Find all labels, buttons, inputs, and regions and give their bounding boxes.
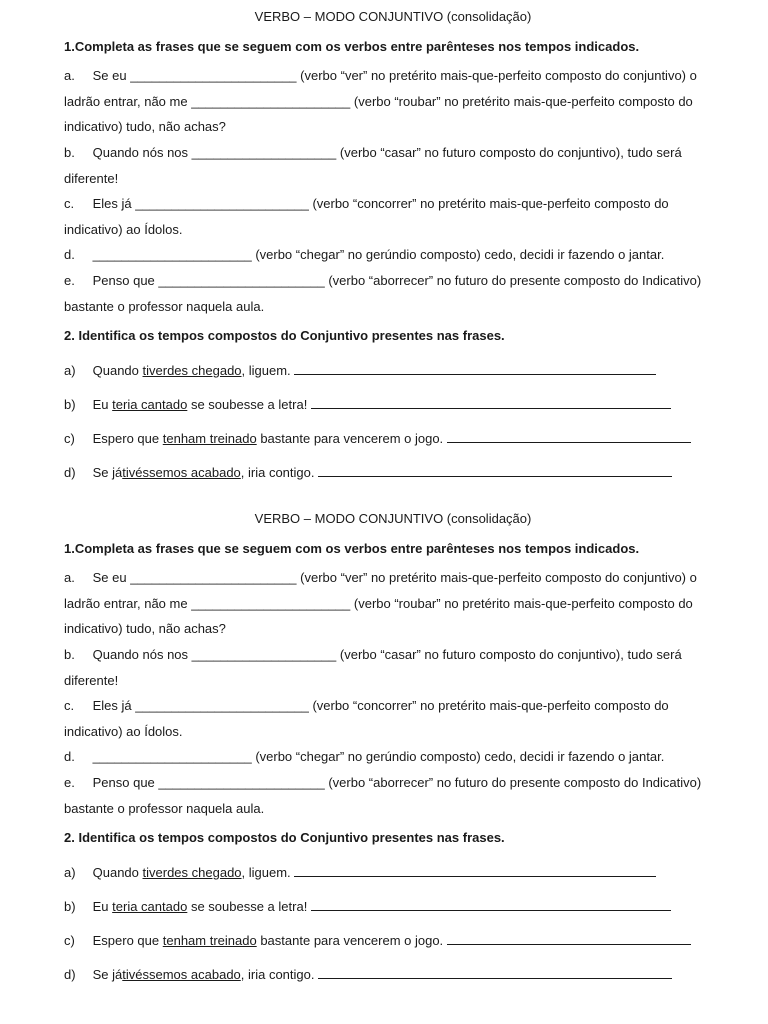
exercise-1-item-c: [64, 191, 724, 242]
item-text: Eles já: [92, 196, 132, 211]
exercise-2-item-b: [64, 898, 744, 916]
item-text: (verbo “roubar” no pretérito mais-que-perfeito composto do indicativo) tudo, não achas?: [64, 595, 693, 637]
item-text: , iria contigo.: [240, 967, 315, 982]
item-text: Espero que: [92, 431, 160, 446]
answer-line: [294, 362, 656, 375]
exercise-1-instruction: 1.Completa as frases que se seguem com os verbos entre parênteses nos tempos indicados.: [64, 541, 640, 556]
exercise-2-item-d: [64, 464, 744, 482]
item-label: b): [64, 397, 76, 412]
item-label: d): [64, 465, 76, 480]
answer-blank: ______________________: [92, 749, 252, 764]
exercise-2-item-d: [64, 966, 744, 984]
item-text: Se já: [92, 465, 123, 480]
item-text: Se eu: [92, 68, 127, 83]
answer-blank: _______________________: [158, 273, 325, 288]
item-text: se soubesse a letra!: [190, 397, 308, 412]
item-label: a): [64, 865, 76, 880]
answer-line: [318, 464, 672, 477]
exercise-2-item-a: [64, 864, 744, 882]
underlined-verb: tiverdes chegado: [142, 865, 242, 880]
item-label: e.: [64, 775, 75, 790]
worksheet-title: VERBO – MODO CONJUNTIVO (consolidação): [254, 511, 532, 526]
item-label: d): [64, 967, 76, 982]
answer-blank: _______________________: [130, 68, 297, 83]
answer-line: [447, 430, 691, 443]
exercise-1-item-e: [64, 770, 724, 821]
item-text: Quando nós nos: [92, 647, 189, 662]
item-label: b.: [64, 647, 75, 662]
exercise-1-item-a: [64, 63, 724, 140]
item-text: (verbo “concorrer” no pretérito mais-que-perfeito composto do indicativo) ao Ídolos.: [64, 698, 669, 739]
item-text: (verbo “casar” no futuro composto do conjuntivo), tudo será diferente!: [64, 647, 682, 688]
item-text: Penso que: [92, 775, 155, 790]
answer-blank: _______________________: [158, 775, 325, 790]
item-text: (verbo “aborrecer” no futuro do presente composto do Indicativo) bastante o professor naquela aula.: [64, 775, 702, 816]
item-text: Espero que: [92, 933, 160, 948]
answer-blank: ______________________: [191, 595, 351, 611]
underlined-verb: teria cantado: [112, 899, 188, 914]
answer-line: [447, 932, 691, 945]
item-label: c.: [64, 196, 75, 211]
item-label: b.: [64, 145, 75, 160]
exercise-2-item-c: [64, 430, 744, 448]
underlined-verb: tenham treinado: [162, 933, 257, 948]
item-label: c): [64, 933, 75, 948]
underlined-verb: tivéssemos acabado: [122, 967, 241, 982]
item-text: Quando nós nos: [92, 145, 189, 160]
item-label: d.: [64, 749, 75, 764]
exercise-2-item-b: [64, 396, 744, 414]
exercise-1-item-b: [64, 642, 724, 693]
exercise-1-instruction: 1.Completa as frases que se seguem com os verbos entre parênteses nos tempos indicados.: [64, 39, 640, 54]
item-text: (verbo “chegar” no gerúndio composto) cedo, decidi ir fazendo o jantar.: [255, 247, 665, 262]
exercise-1-item-b: [64, 140, 724, 191]
item-text: bastante para vencerem o jogo.: [260, 933, 444, 948]
exercise-1-item-d: [64, 744, 724, 770]
item-label: d.: [64, 247, 75, 262]
answer-blank: ____________________: [191, 647, 337, 662]
exercise-2-item-a: [64, 362, 744, 380]
exercise-1-item-a: [64, 565, 724, 642]
answer-line: [318, 966, 672, 979]
item-text: (verbo “ver” no pretérito mais-que-perfeito composto do conjuntivo) o ladrão entrar, não me: [64, 68, 697, 109]
item-label: a): [64, 363, 76, 378]
item-text: (verbo “chegar” no gerúndio composto) cedo, decidi ir fazendo o jantar.: [255, 749, 665, 764]
item-text: Se já: [92, 967, 123, 982]
answer-blank: _______________________: [130, 570, 297, 585]
item-text: Quando: [92, 363, 139, 378]
underlined-verb: teria cantado: [112, 397, 188, 412]
item-label: c.: [64, 698, 75, 713]
worksheet-title: VERBO – MODO CONJUNTIVO (consolidação): [254, 9, 532, 24]
exercise-2-item-c: [64, 932, 744, 950]
item-text: Penso que: [92, 273, 155, 288]
item-text: , liguem.: [241, 865, 291, 880]
item-label: e.: [64, 273, 75, 288]
item-text: , liguem.: [241, 363, 291, 378]
answer-blank: ______________________: [92, 247, 252, 262]
item-text: (verbo “ver” no pretérito mais-que-perfeito composto do conjuntivo) o ladrão entrar, não me: [64, 570, 697, 611]
exercise-1-item-c: [64, 693, 724, 744]
item-label: c): [64, 431, 75, 446]
item-text: Quando: [92, 865, 139, 880]
answer-blank: ________________________: [135, 196, 309, 211]
item-text: Se eu: [92, 570, 127, 585]
item-label: a.: [64, 68, 75, 83]
item-text: se soubesse a letra!: [190, 899, 308, 914]
exercise-2-instruction: 2. Identifica os tempos compostos do Conjuntivo presentes nas frases.: [64, 328, 505, 343]
item-text: (verbo “concorrer” no pretérito mais-que-perfeito composto do indicativo) ao Ídolos.: [64, 196, 669, 237]
underlined-verb: tivéssemos acabado: [122, 465, 241, 480]
answer-line: [311, 898, 671, 911]
answer-blank: ______________________: [191, 93, 351, 109]
underlined-verb: tenham treinado: [162, 431, 257, 446]
item-text: bastante para vencerem o jogo.: [260, 431, 444, 446]
item-text: Eu: [92, 397, 109, 412]
item-text: (verbo “casar” no futuro composto do conjuntivo), tudo será diferente!: [64, 145, 682, 186]
exercise-1-item-d: [64, 242, 724, 268]
item-text: Eles já: [92, 698, 132, 713]
item-text: , iria contigo.: [240, 465, 315, 480]
item-text: (verbo “roubar” no pretérito mais-que-perfeito composto do indicativo) tudo, não achas?: [64, 93, 693, 135]
item-text: (verbo “aborrecer” no futuro do presente composto do Indicativo) bastante o professor naquela aula.: [64, 273, 702, 314]
answer-blank: ________________________: [135, 698, 309, 713]
answer-line: [294, 864, 656, 877]
answer-line: [311, 396, 671, 409]
exercise-2-instruction: 2. Identifica os tempos compostos do Conjuntivo presentes nas frases.: [64, 830, 505, 845]
item-text: Eu: [92, 899, 109, 914]
item-label: b): [64, 899, 76, 914]
item-label: a.: [64, 570, 75, 585]
underlined-verb: tiverdes chegado: [142, 363, 242, 378]
answer-blank: ____________________: [191, 145, 337, 160]
exercise-1-item-e: [64, 268, 724, 319]
